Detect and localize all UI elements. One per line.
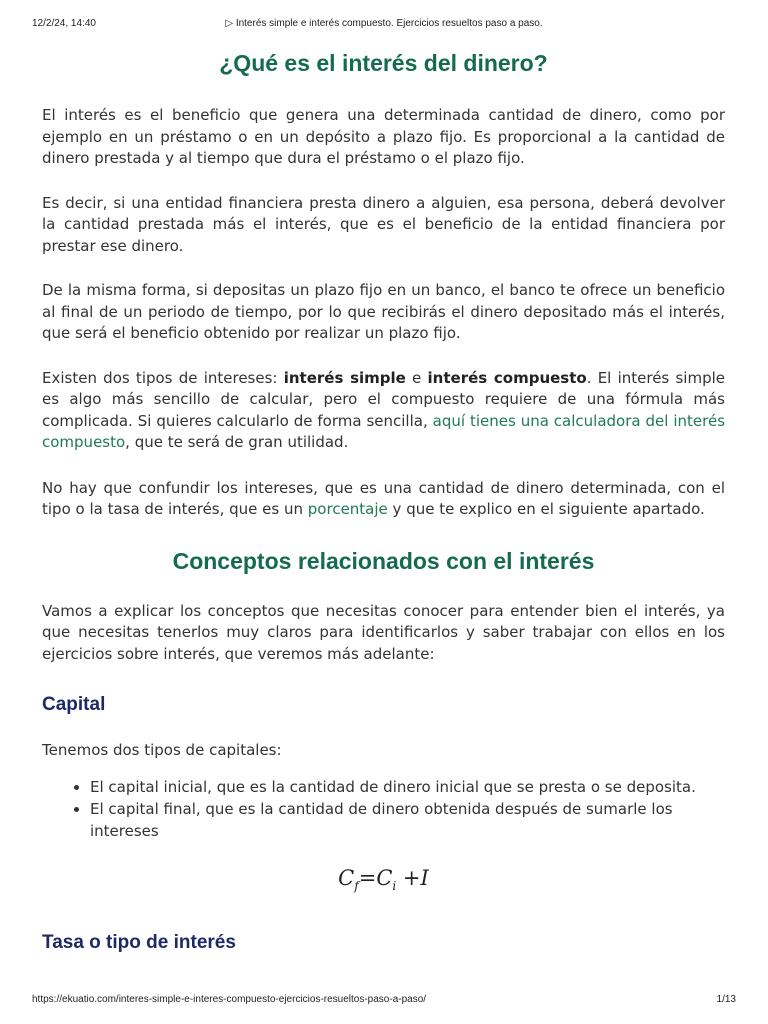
paragraph-ejemplo-prestamo: Es decir, si una entidad financiera presta dinero a alguien, esa persona, deberá devolver la cantidad prestada más el interés, que es el beneficio de la entidad financiera por prestar ese dinero. — [42, 193, 725, 255]
page-number: 1/13 — [716, 994, 736, 1005]
bold-interes-compuesto: interés compuesto — [427, 368, 587, 387]
paragraph-ejemplo-plazo-fijo: De la misma forma, si depositas un plazo fijo en un banco, el banco te ofrece un beneficio al final de un periodo de tiempo, por lo que recibirás el dinero depositado más el interés, que será el beneficio obtenido por realizar un plazo fijo. — [42, 281, 725, 342]
formula-lhs: C — [338, 865, 355, 890]
link-porcentaje[interactable]: porcentaje — [307, 500, 388, 518]
text-segment: . El interés simple es algo más sencillo de calcular, pero el compuesto requiere de una fórmula más complicada. Si quieres calcularlo de forma sencilla, — [42, 368, 725, 430]
list-item: • El capital final, que es la cantidad de dinero obtenida después de sumarle los intereses — [90, 798, 725, 842]
print-page-title: ▷ Interés simple e interés compuesto. Ejercicios resueltos paso a paso. — [225, 18, 543, 29]
formula-capital-final — [42, 864, 725, 900]
text-segment: No hay que confundir los intereses, que es una cantidad de dinero determinada, con el tipo o la tasa de interés, que es un — [42, 478, 725, 518]
print-url: https://ekuatio.com/interes-simple-e-interes-compuesto-ejercicios-resueltos-paso-a-paso/ — [32, 994, 427, 1005]
formula-rhs1: C — [376, 865, 393, 890]
print-footer — [32, 994, 736, 1008]
formula-plus: + — [396, 865, 421, 890]
paragraph-conceptos-intro: Vamos a explicar los conceptos que necesitas conocer para entender bien el interés, ya que necesitas tenerlos muy claros para identificarlos y saber trabajar con ellos en los ejercicios sobre interés, que veremos más adelante: — [42, 601, 725, 663]
print-datetime: 12/2/24, 14:40 — [32, 18, 96, 29]
print-header — [32, 18, 736, 32]
bold-interes-simple: interés simple — [283, 368, 406, 387]
heading-que-es-el-interes: ¿Qué es el interés del dinero? — [219, 50, 548, 76]
paragraph-definicion: El interés es el beneficio que genera una determinada cantidad de dinero, como por ejemplo en un préstamo o en un depósito a plazo fijo. Es proporcional a la cantidad de dinero prestada y al tiempo que dura el préstamo o el plazo fijo. — [42, 106, 725, 167]
heading-tasa-tipo-interes: Tasa o tipo de interés — [42, 931, 236, 953]
formula-rhs2: I — [420, 865, 429, 890]
paragraph-no-confundir — [42, 478, 725, 521]
formula-equals: = — [358, 865, 377, 890]
text-segment: Existen dos tipos de intereses: — [42, 368, 284, 387]
link-calculadora-interes-compuesto[interactable]: aquí tienes una calculadora del interés compuesto — [42, 411, 726, 451]
list-item: • El capital inicial, que es la cantidad de dinero inicial que se presta o se deposita. — [90, 776, 725, 798]
text-segment: , que te será de gran utilidad. — [125, 433, 349, 451]
capital-list — [42, 776, 725, 842]
paragraph-tipos-capitales: Tenemos dos tipos de capitales: — [42, 741, 282, 759]
heading-capital: Capital — [42, 694, 106, 715]
paragraph-tipos-de-interes — [42, 368, 725, 454]
formula-rhs1-subscript: i — [392, 878, 397, 893]
text-segment: y que te explico en el siguiente apartado. — [387, 500, 705, 518]
text-segment: e — [405, 368, 428, 387]
article-content — [42, 44, 725, 958]
formula-lhs-subscript: f — [354, 878, 359, 893]
heading-conceptos-relacionados: Conceptos relacionados con el interés — [172, 547, 595, 574]
